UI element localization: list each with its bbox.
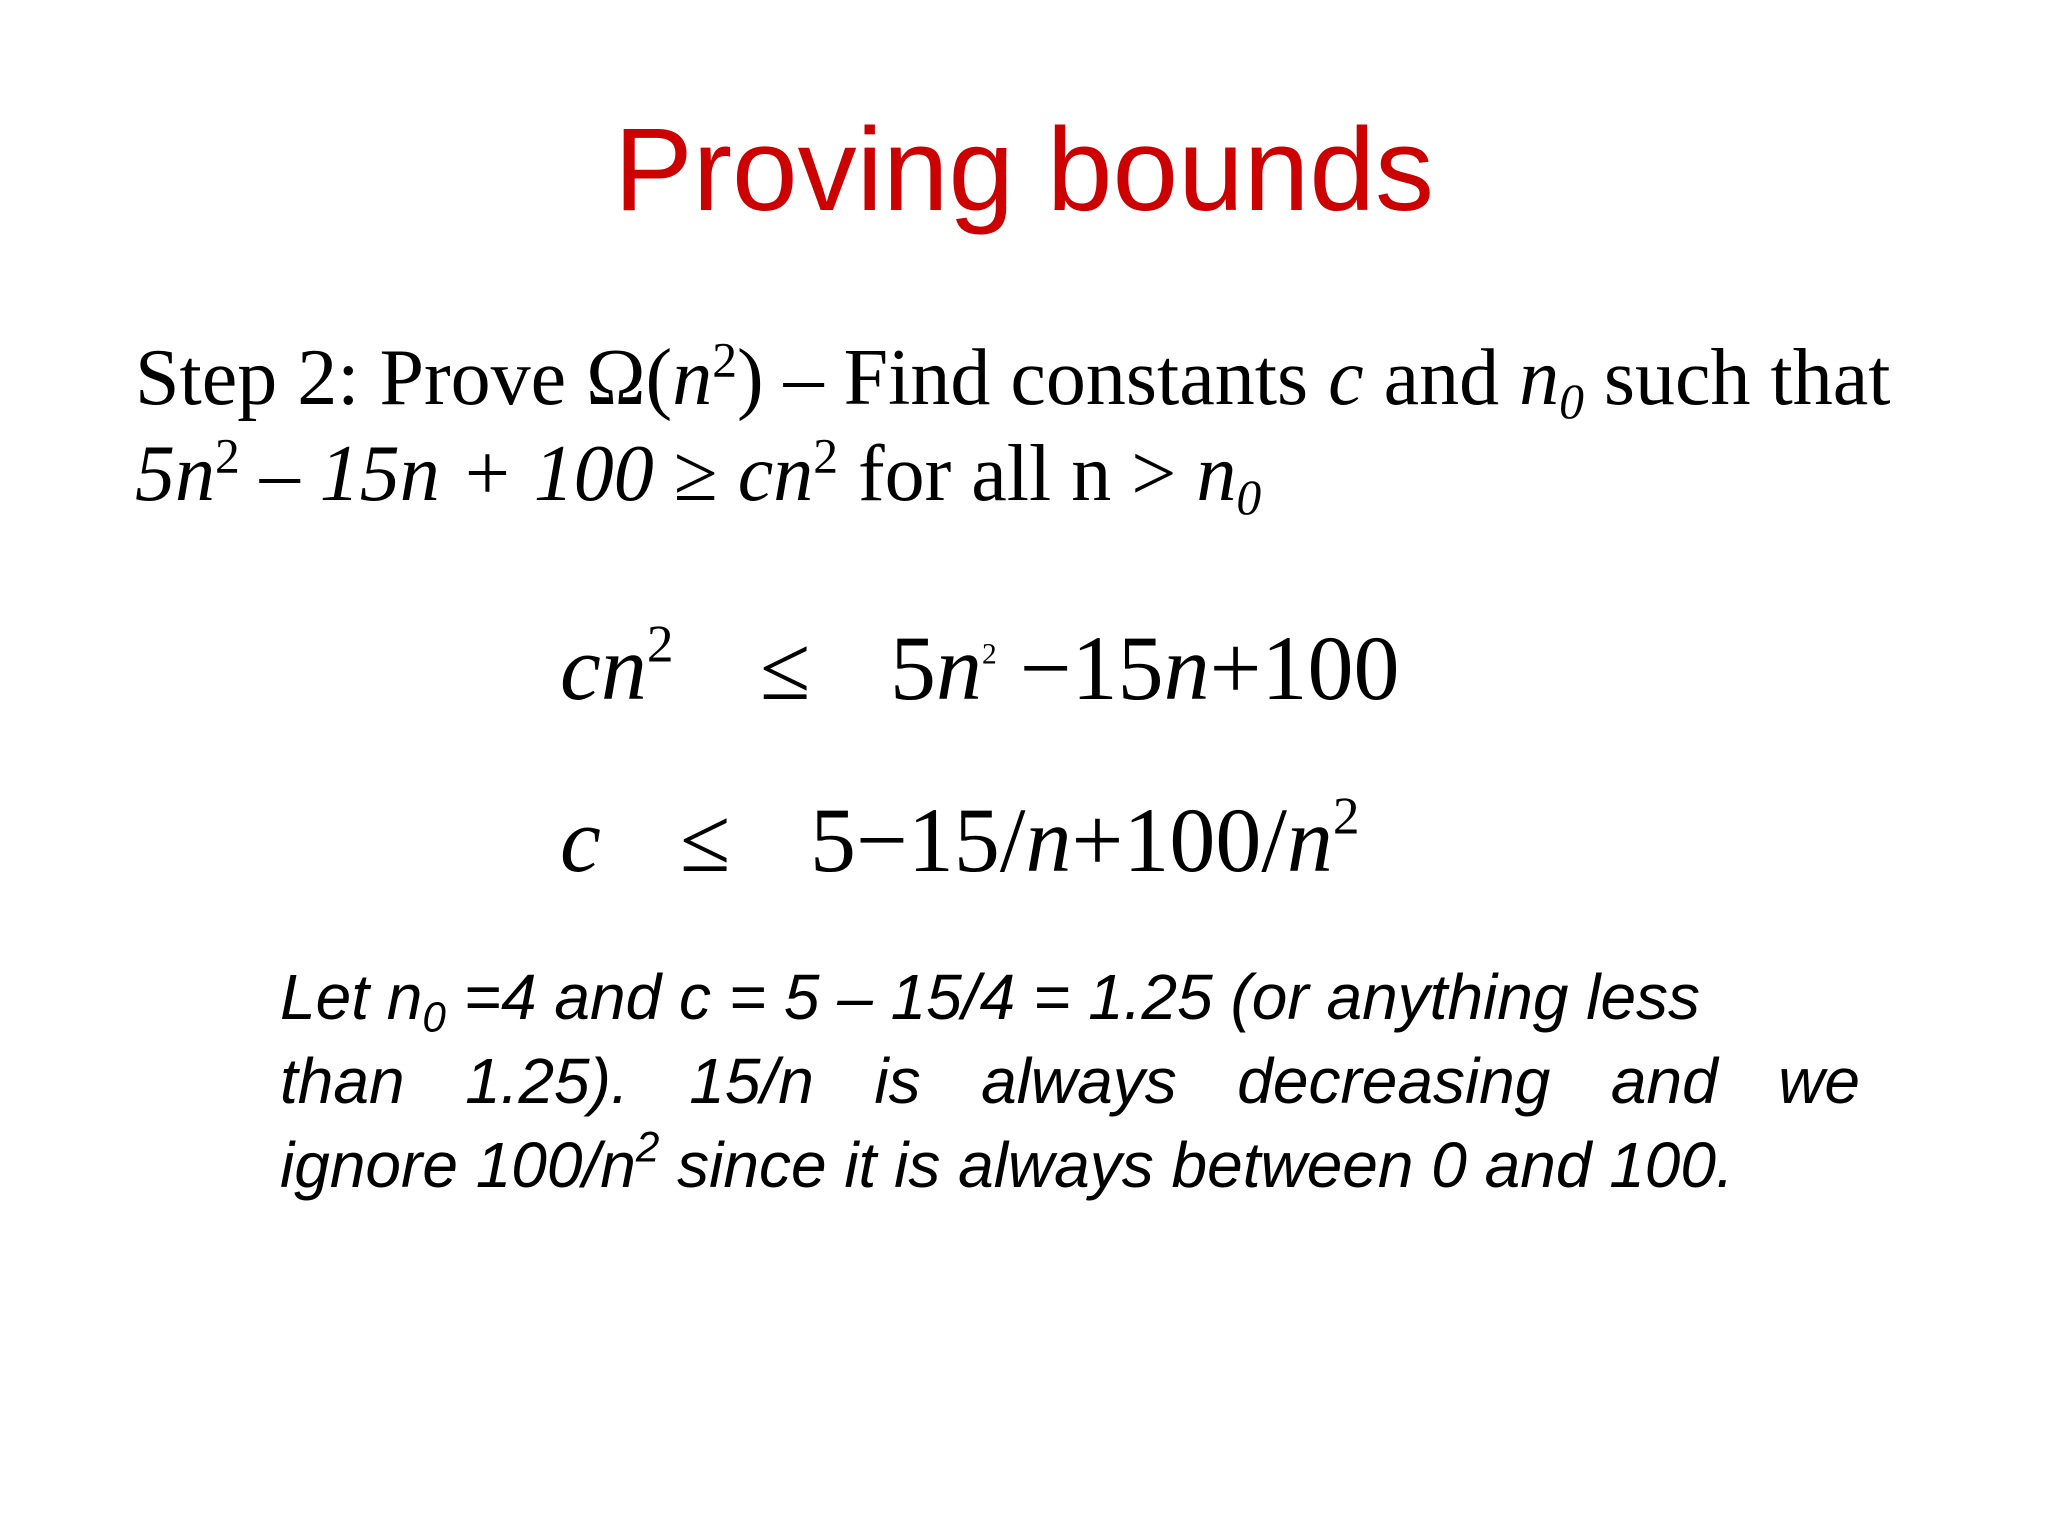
note-line-3: [280, 1123, 1860, 1207]
step-prefix: Step 2: Prove Ω(: [135, 334, 673, 422]
equation-1-rhs: [890, 618, 1400, 718]
note-line-2: than 1.25). 15/n is always decreasing and we: [280, 1045, 1860, 1117]
eq1-n: n: [936, 617, 982, 719]
note-ignore: ignore 100/n: [280, 1129, 636, 1201]
constant-n0-base: n: [1519, 334, 1560, 422]
constant-n0-subscript: 0: [1559, 373, 1584, 429]
step-line-1: [135, 330, 1935, 429]
step-such-that: such that: [1583, 334, 1891, 422]
note-n0-subscript: 0: [422, 993, 446, 1041]
omega-arg-exponent: 2: [712, 332, 737, 388]
equation-2-lhs: [560, 790, 601, 890]
equation-1-operator: ≤: [760, 617, 811, 719]
eq1-minus-15: −15: [996, 617, 1164, 719]
note-since: since it is always between 0 and 100.: [659, 1129, 1734, 1201]
omega-arg-n: n: [672, 334, 713, 422]
constant-c: c: [1328, 334, 1364, 422]
inequality-5n-exponent: 2: [215, 428, 240, 484]
inequality-cn: cn: [737, 430, 814, 518]
note-let-n: Let n: [280, 961, 423, 1033]
n0-subscript: 0: [1236, 469, 1262, 525]
inequality-terms: – 15n + 100: [239, 430, 654, 518]
eq2-term-a: 5−15/: [810, 789, 1026, 891]
inequality-5n: 5n: [135, 430, 215, 518]
eq2-c: c: [560, 789, 601, 891]
step-and-text: and: [1363, 334, 1520, 422]
eq2-n-2: n: [1286, 789, 1333, 891]
equation-2-rhs: [810, 785, 1360, 891]
equation-2-operator: ≤: [680, 789, 731, 891]
eq1-lhs-exponent: 2: [646, 613, 674, 674]
equation-1-lhs: [560, 613, 674, 719]
eq1-n-2: n: [1163, 617, 1210, 719]
note-line-1: [280, 955, 1860, 1039]
step-line-2: [135, 426, 1935, 525]
eq2-exponent: 2: [1332, 785, 1360, 846]
n0-base: n: [1196, 430, 1237, 518]
for-all-text: for all n >: [838, 430, 1197, 518]
eq2-term-b: +100/: [1071, 789, 1287, 891]
step-statement: [135, 330, 1935, 525]
step-find-text: ) – Find constants: [736, 334, 1329, 422]
eq1-coef-5: 5: [890, 617, 936, 719]
geq-symbol: ≥: [653, 430, 738, 518]
explanation-note: [280, 955, 1860, 1207]
eq2-n: n: [1025, 789, 1072, 891]
eq1-cn: cn: [560, 617, 647, 719]
note-exponent: 2: [635, 1123, 660, 1171]
eq1-plus-100: +100: [1209, 617, 1400, 719]
eq1-rhs-exponent: 2: [982, 638, 997, 671]
note-assignment: =4 and c = 5 – 15/4 = 1.25 (or anything less: [445, 961, 1701, 1033]
slide-title: Proving bounds: [613, 104, 1434, 236]
inequality-cn-exponent: 2: [813, 428, 838, 484]
